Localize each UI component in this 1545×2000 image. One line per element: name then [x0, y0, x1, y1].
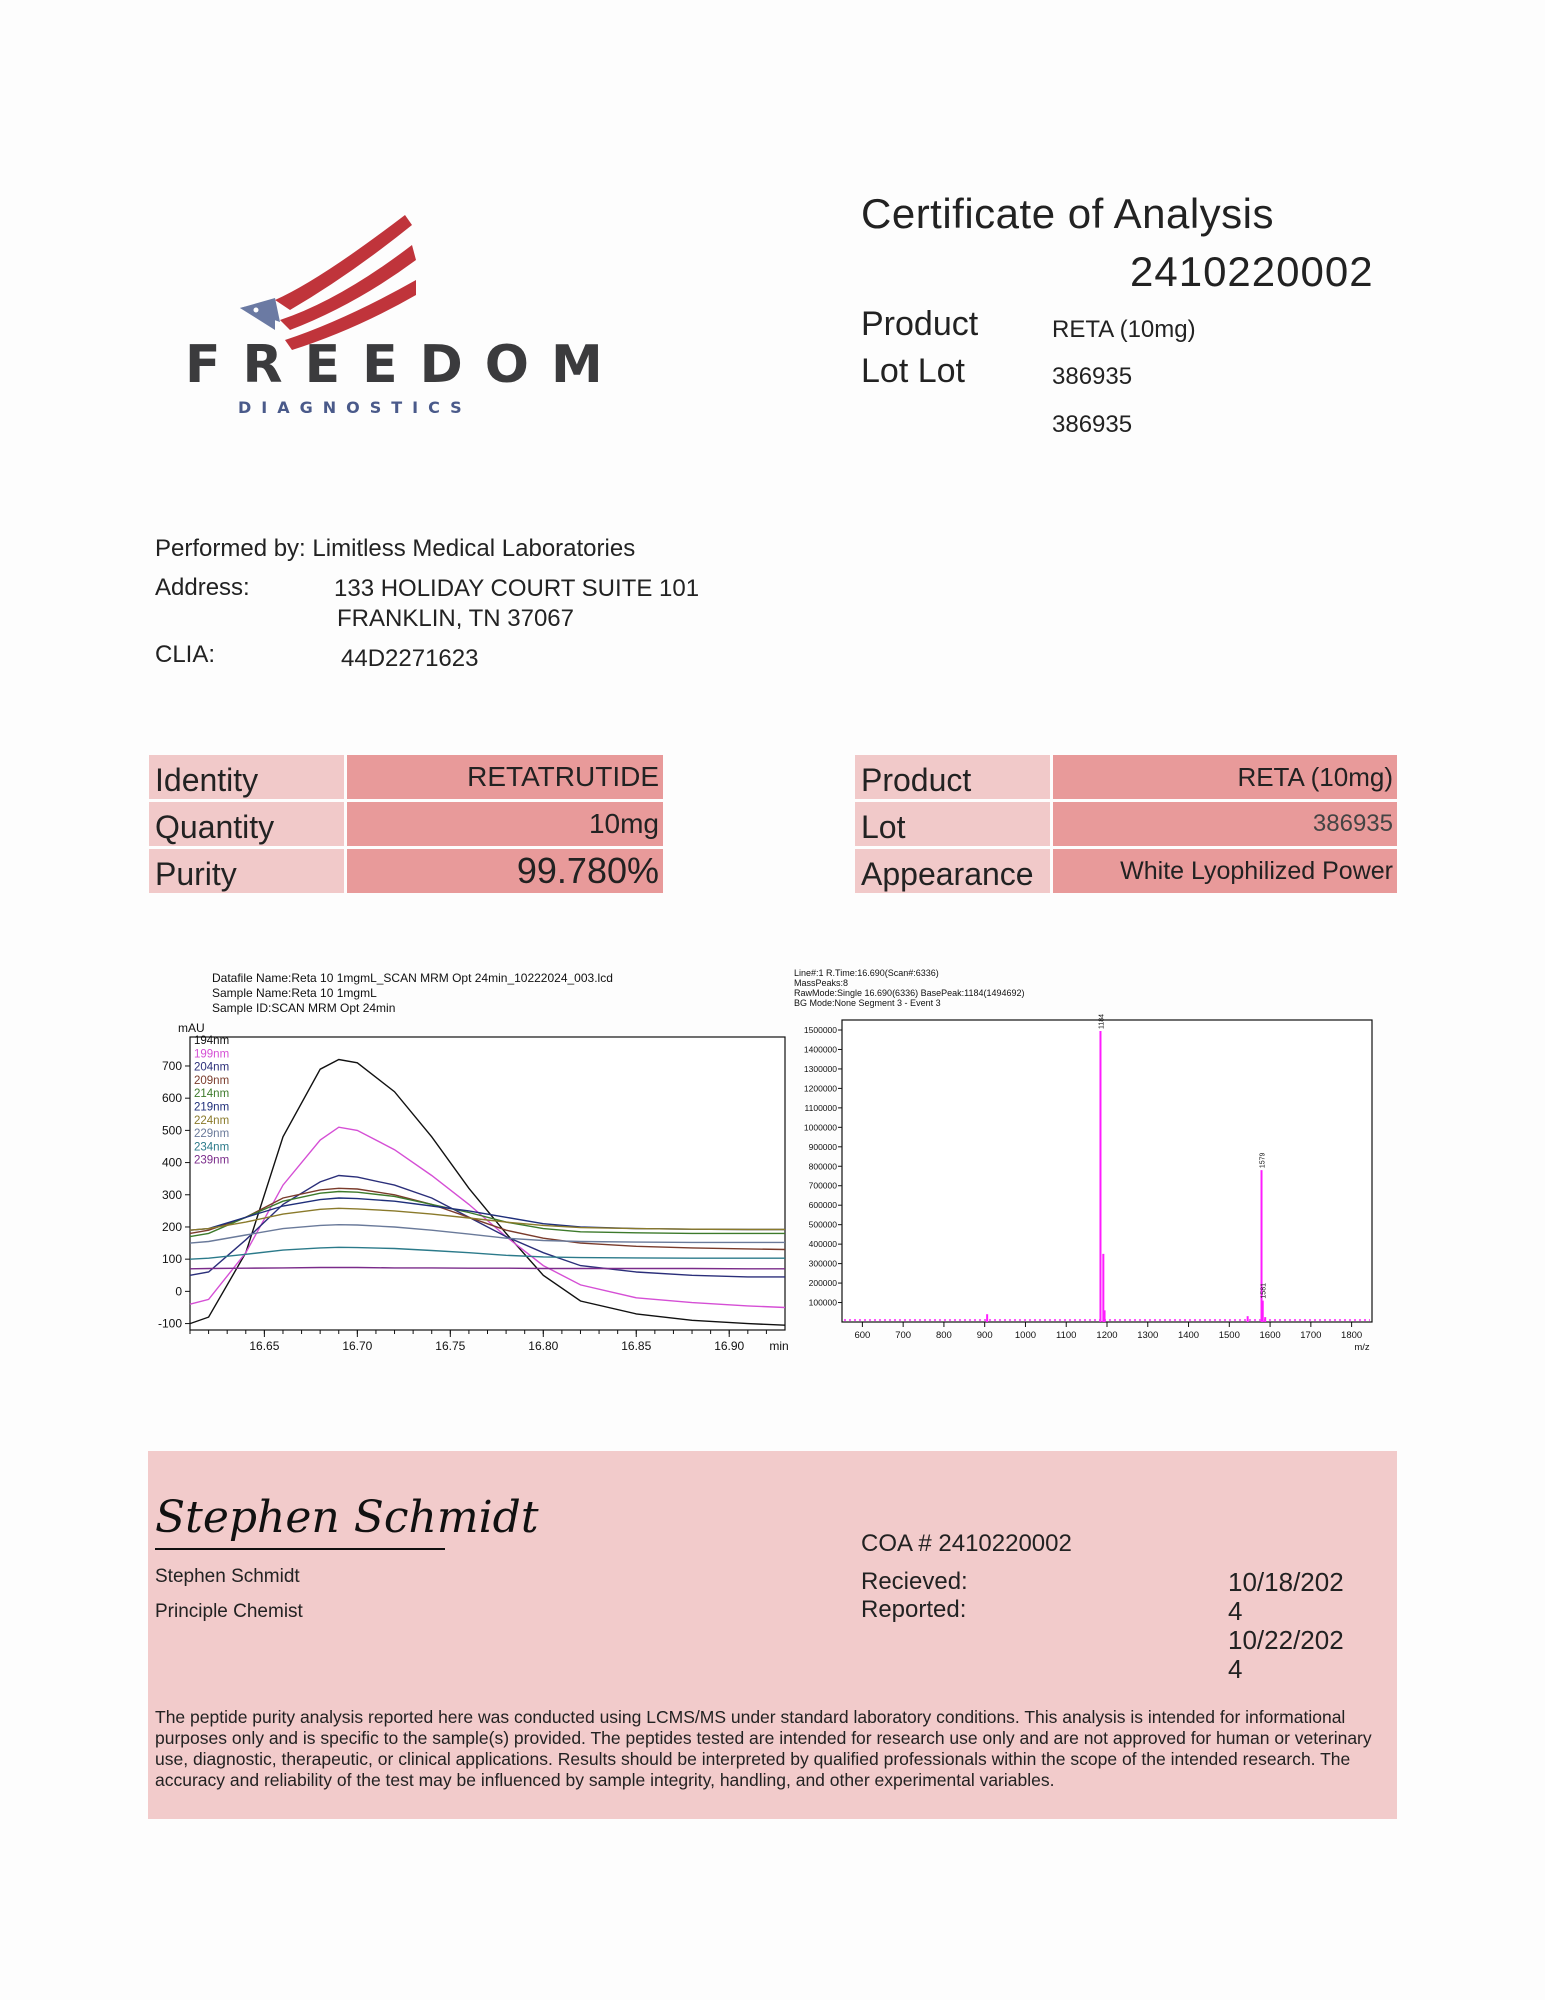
x-tick-label: 1300: [1137, 1330, 1159, 1341]
header-lot-value-1: 386935: [1052, 363, 1133, 390]
appearance-label: Appearance: [855, 849, 1050, 893]
x-tick-label: 1100: [1056, 1330, 1077, 1341]
coa-number: COA # 2410220002: [861, 1530, 1072, 1557]
y-tick-label: 800000: [808, 1161, 837, 1172]
chromatogram-header-line: Datafile Name:Reta 10 1mgmL_SCAN MRM Opt 24min_10222024_003.lcd: [212, 971, 613, 985]
spectrum-header-line: BG Mode:None Segment 3 - Event 3: [794, 998, 941, 1008]
plot-area: [842, 1020, 1372, 1322]
received-date: [1228, 1568, 1344, 1684]
quantity-value: 10mg: [344, 802, 663, 846]
x-tick-label: 600: [854, 1330, 871, 1341]
x-axis-label: m/z: [1354, 1342, 1370, 1353]
mass-spectrum-chart: [790, 965, 1385, 1365]
x-tick-label: 16.80: [528, 1339, 559, 1353]
chromatogram-header-line: Sample ID:SCAN MRM Opt 24min: [212, 1001, 396, 1015]
product-label: Product: [855, 755, 1050, 799]
spectrum-header-line: MassPeaks:8: [794, 978, 849, 988]
clia-label: CLIA:: [155, 641, 216, 668]
y-tick-label: 500000: [808, 1219, 837, 1230]
y-tick-label: -100: [157, 1316, 182, 1331]
certificate-number: 2410220002: [1130, 248, 1374, 295]
logo-brand-text: FREEDOM: [185, 335, 625, 395]
product-value: RETA (10mg): [1050, 755, 1397, 799]
peak-label: 1581: [1260, 1283, 1268, 1299]
y-axis-label: mAU: [178, 1021, 205, 1035]
address-line-1: 133 HOLIDAY COURT SUITE 101: [334, 575, 700, 602]
signature-underline: [155, 1548, 445, 1550]
table-row: [855, 755, 1397, 799]
reported-label: Reported:: [861, 1596, 967, 1623]
x-tick-label: 1500: [1218, 1330, 1240, 1341]
header-product-label: Product: [861, 305, 979, 343]
x-tick-label: 800: [935, 1330, 952, 1341]
legend-entry: 219nm: [194, 1101, 230, 1114]
y-tick-label: 200: [161, 1219, 182, 1234]
x-axis-label: min: [769, 1339, 789, 1353]
legend-entry: 239nm: [194, 1154, 230, 1167]
certificate-title: Certificate of Analysis: [861, 190, 1275, 237]
address-label: Address:: [155, 574, 250, 601]
header-product-value: RETA (10mg): [1052, 316, 1196, 343]
y-tick-label: 1400000: [803, 1044, 837, 1055]
y-tick-label: 1100000: [804, 1102, 837, 1113]
results-table-right: [855, 752, 1397, 896]
x-tick-label: 16.70: [342, 1339, 373, 1353]
x-tick-label: 1000: [1014, 1330, 1037, 1341]
y-tick-label: 300000: [808, 1258, 837, 1269]
identity-value: RETATRUTIDE: [344, 755, 663, 799]
signature: Stephen Schmidt: [155, 1492, 539, 1543]
legend-entry: 194nm: [194, 1035, 230, 1047]
x-tick-label: 700: [895, 1330, 912, 1341]
x-tick-label: 16.90: [714, 1339, 745, 1353]
received-date-line-2: 4: [1228, 1596, 1243, 1626]
address-line-2: FRANKLIN, TN 37067: [337, 605, 574, 632]
lot-label: Lot: [855, 802, 1050, 846]
header-lot-label: Lot Lot: [861, 352, 965, 390]
y-tick-label: 1000000: [803, 1122, 837, 1133]
lot-value: 386935: [1050, 802, 1397, 846]
y-tick-label: 100: [161, 1252, 182, 1267]
plot-area: [190, 1037, 785, 1330]
y-tick-label: 1500000: [803, 1025, 837, 1035]
table-row: [855, 849, 1397, 893]
legend-entry: 214nm: [194, 1088, 230, 1101]
purity-label: Purity: [149, 849, 344, 893]
x-tick-label: 16.75: [435, 1339, 466, 1353]
y-tick-label: 1300000: [803, 1063, 837, 1074]
received-date-line-1: 10/18/202: [1228, 1567, 1344, 1597]
legend-entry: 229nm: [194, 1128, 230, 1141]
spectrum-header-line: RawMode:Single 16.690(6336) BasePeak:1184(1494692): [794, 988, 1025, 998]
legend-entry: 199nm: [194, 1048, 230, 1061]
chromatogram-header-line: Sample Name:Reta 10 1mgmL: [212, 986, 377, 1000]
y-tick-label: 700000: [808, 1180, 837, 1191]
y-tick-label: 100000: [808, 1297, 837, 1308]
purity-value: 99.780%: [344, 849, 663, 893]
y-tick-label: 600: [161, 1091, 182, 1106]
reported-date-line-2: 4: [1228, 1654, 1243, 1684]
company-logo: [180, 210, 625, 425]
peak-label: 1184: [1098, 1013, 1106, 1030]
x-tick-label: 900: [976, 1330, 993, 1341]
chemist-role: Principle Chemist: [155, 1601, 303, 1622]
appearance-value: White Lyophilized Power: [1050, 849, 1397, 893]
legend-entry: 234nm: [194, 1141, 230, 1154]
chromatogram-chart: [148, 965, 793, 1365]
x-tick-label: 1400: [1177, 1330, 1200, 1341]
legend-entry: 224nm: [194, 1114, 230, 1127]
x-tick-label: 1200: [1096, 1330, 1118, 1341]
y-tick-label: 400000: [808, 1239, 837, 1250]
y-tick-label: 900000: [808, 1141, 837, 1152]
y-tick-label: 600000: [808, 1200, 837, 1211]
identity-label: Identity: [149, 755, 344, 799]
logo-subtitle-text: DIAGNOSTICS: [238, 398, 472, 417]
table-row: [149, 802, 663, 846]
x-tick-label: 16.85: [621, 1339, 652, 1353]
y-tick-label: 1200000: [803, 1083, 837, 1094]
y-tick-label: 300: [161, 1187, 182, 1202]
performed-by: Performed by: Limitless Medical Laboratories: [155, 535, 636, 562]
table-row: [855, 802, 1397, 846]
chemist-name: Stephen Schmidt: [155, 1566, 300, 1587]
received-label: Recieved:: [861, 1568, 968, 1595]
legend-entry: 204nm: [194, 1061, 230, 1074]
table-row: [149, 755, 663, 799]
reported-date-line-1: 10/22/202: [1228, 1625, 1344, 1655]
spectrum-header-line: Line#:1 R.Time:16.690(Scan#:6336): [794, 968, 939, 978]
y-tick-label: 200000: [808, 1278, 837, 1289]
table-row: [149, 849, 663, 893]
quantity-label: Quantity: [149, 802, 344, 846]
legend-entry: 209nm: [194, 1074, 230, 1087]
x-tick-label: 1800: [1341, 1330, 1363, 1341]
y-tick-label: 500: [161, 1123, 182, 1138]
results-table-left: [149, 752, 663, 896]
disclaimer: The peptide purity analysis reported here was conducted using LCMS/MS under standard laboratory conditions. This analysis is intended for informational purposes only and is specific to the sample(s) provided. The peptides tested are intended for research use only and are not approved for human or veterinary use, diagnostic, therapeutic, or clinical applications. Results should be interpreted by qualified professionals within the scope of the intended research. The accuracy and reliability of the test may be influenced by sample integrity, handling, and other experimental variables.: [155, 1707, 1372, 1790]
y-tick-label: 400: [161, 1155, 182, 1170]
clia-value: 44D2271623: [341, 645, 479, 672]
x-tick-label: 1700: [1300, 1330, 1322, 1341]
y-tick-label: 700: [161, 1058, 182, 1073]
x-tick-label: 1600: [1259, 1330, 1281, 1341]
header-lot-value-2: 386935: [1052, 411, 1133, 438]
x-tick-label: 16.65: [249, 1339, 280, 1353]
peak-label: 1579: [1259, 1152, 1267, 1169]
y-tick-label: 0: [175, 1284, 182, 1299]
